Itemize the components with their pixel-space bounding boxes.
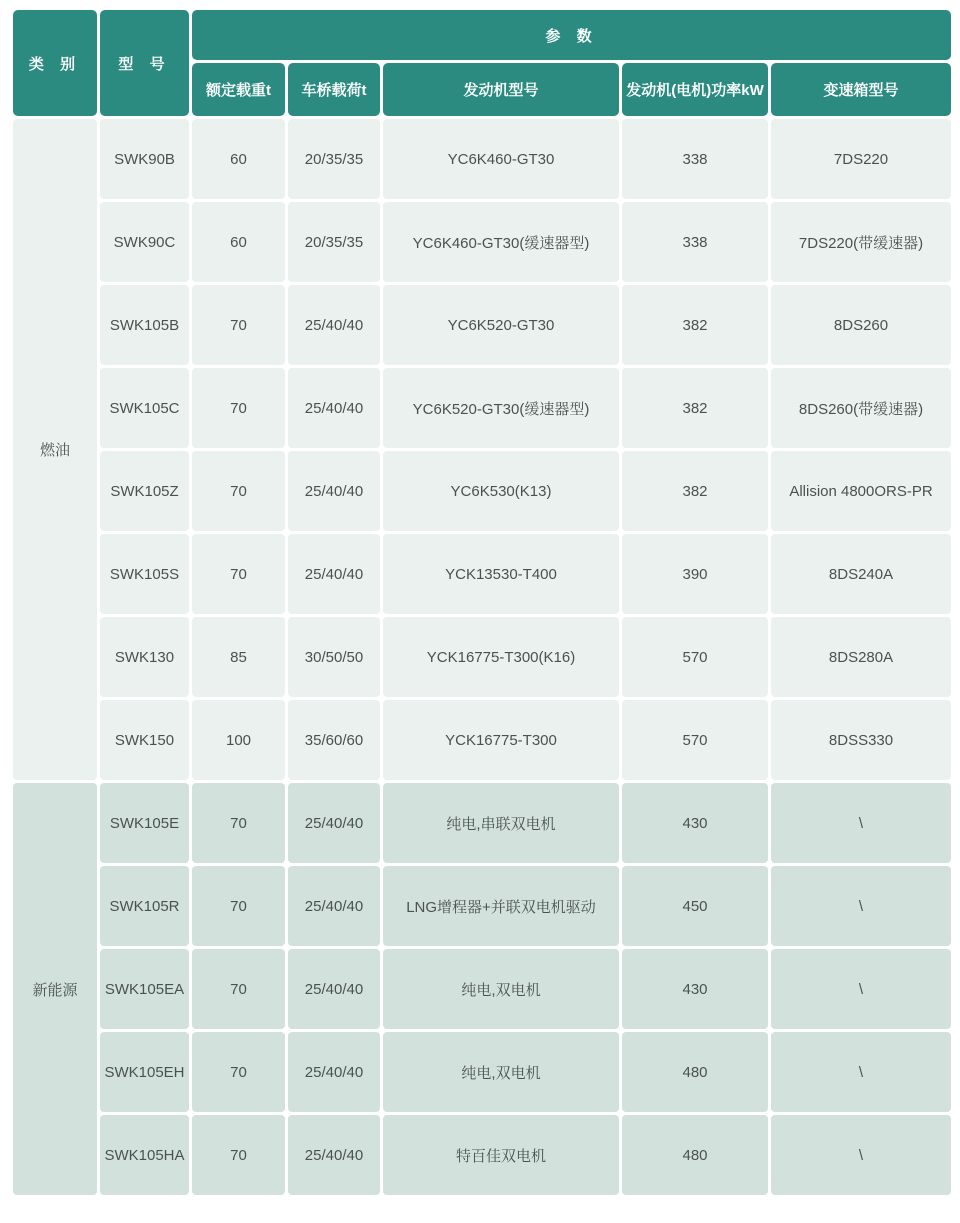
header-engine-model: 发动机型号: [383, 63, 619, 116]
table-row: [13, 949, 951, 1029]
cell-axle-load: 25/40/40: [288, 534, 380, 614]
cell-engine: LNG增程器+并联双电机驱动: [383, 866, 619, 946]
cell-model: SWK90B: [100, 119, 189, 199]
header-axle-load: 车桥载荷t: [288, 63, 380, 116]
cell-engine: YC6K460-GT30(缓速器型): [383, 202, 619, 282]
cell-power: 450: [622, 866, 768, 946]
cell-engine: YC6K460-GT30: [383, 119, 619, 199]
header-category: 类 别: [13, 10, 97, 116]
cell-gearbox: 8DSS330: [771, 700, 951, 780]
cell-gearbox: \: [771, 866, 951, 946]
header-engine-power: 发动机(电机)功率kW: [622, 63, 768, 116]
cell-gearbox: 7DS220(带缓速器): [771, 202, 951, 282]
table-row: [13, 783, 951, 863]
cell-power: 382: [622, 451, 768, 531]
cell-rated-load: 85: [192, 617, 285, 697]
table-row: [13, 534, 951, 614]
cell-model: SWK130: [100, 617, 189, 697]
cell-gearbox: 8DS280A: [771, 617, 951, 697]
cell-rated-load: 70: [192, 783, 285, 863]
spec-table: [10, 7, 954, 1198]
cell-gearbox: 7DS220: [771, 119, 951, 199]
cell-gearbox: 8DS260(带缓速器): [771, 368, 951, 448]
cell-model: SWK105EA: [100, 949, 189, 1029]
cell-engine: 纯电,双电机: [383, 1032, 619, 1112]
cell-gearbox: \: [771, 783, 951, 863]
cell-model: SWK90C: [100, 202, 189, 282]
cell-power: 480: [622, 1032, 768, 1112]
cell-gearbox: \: [771, 1032, 951, 1112]
table-row: [13, 202, 951, 282]
cell-power: 390: [622, 534, 768, 614]
cell-engine: 纯电,串联双电机: [383, 783, 619, 863]
header-row-top: [13, 10, 951, 60]
category-cell-fuel: 燃油: [13, 119, 97, 780]
table-row: [13, 1032, 951, 1112]
cell-rated-load: 100: [192, 700, 285, 780]
cell-engine: YCK16775-T300(K16): [383, 617, 619, 697]
cell-rated-load: 70: [192, 368, 285, 448]
table-row: [13, 285, 951, 365]
cell-axle-load: 25/40/40: [288, 783, 380, 863]
cell-model: SWK105B: [100, 285, 189, 365]
table-row: [13, 617, 951, 697]
cell-rated-load: 60: [192, 119, 285, 199]
cell-power: 430: [622, 783, 768, 863]
table-row: [13, 368, 951, 448]
cell-axle-load: 25/40/40: [288, 1115, 380, 1195]
cell-engine: YC6K520-GT30: [383, 285, 619, 365]
cell-engine: YC6K520-GT30(缓速器型): [383, 368, 619, 448]
header-rated-load: 额定载重t: [192, 63, 285, 116]
cell-axle-load: 25/40/40: [288, 451, 380, 531]
cell-axle-load: 25/40/40: [288, 285, 380, 365]
table-row: [13, 119, 951, 199]
cell-rated-load: 70: [192, 866, 285, 946]
cell-axle-load: 25/40/40: [288, 368, 380, 448]
cell-model: SWK105R: [100, 866, 189, 946]
cell-engine: YCK16775-T300: [383, 700, 619, 780]
header-model: 型 号: [100, 10, 189, 116]
cell-axle-load: 25/40/40: [288, 949, 380, 1029]
cell-power: 570: [622, 700, 768, 780]
cell-axle-load: 30/50/50: [288, 617, 380, 697]
cell-model: SWK105Z: [100, 451, 189, 531]
cell-engine: 纯电,双电机: [383, 949, 619, 1029]
cell-gearbox: 8DS240A: [771, 534, 951, 614]
cell-power: 430: [622, 949, 768, 1029]
cell-axle-load: 35/60/60: [288, 700, 380, 780]
header-params-group: 参 数: [192, 10, 951, 60]
cell-rated-load: 70: [192, 285, 285, 365]
cell-rated-load: 70: [192, 451, 285, 531]
cell-power: 480: [622, 1115, 768, 1195]
table-row: [13, 700, 951, 780]
cell-rated-load: 70: [192, 949, 285, 1029]
category-cell-new-energy: 新能源: [13, 783, 97, 1195]
cell-axle-load: 25/40/40: [288, 866, 380, 946]
cell-power: 338: [622, 202, 768, 282]
header-gearbox-model: 变速箱型号: [771, 63, 951, 116]
cell-gearbox: 8DS260: [771, 285, 951, 365]
cell-model: SWK105HA: [100, 1115, 189, 1195]
cell-rated-load: 70: [192, 1115, 285, 1195]
cell-model: SWK150: [100, 700, 189, 780]
cell-power: 338: [622, 119, 768, 199]
cell-rated-load: 70: [192, 534, 285, 614]
table-row: [13, 866, 951, 946]
cell-power: 382: [622, 285, 768, 365]
table-header: [13, 10, 951, 116]
cell-power: 382: [622, 368, 768, 448]
cell-rated-load: 70: [192, 1032, 285, 1112]
table-row: [13, 451, 951, 531]
cell-model: SWK105EH: [100, 1032, 189, 1112]
cell-engine: YCK13530-T400: [383, 534, 619, 614]
cell-engine: YC6K530(K13): [383, 451, 619, 531]
cell-model: SWK105S: [100, 534, 189, 614]
table-row: [13, 1115, 951, 1195]
cell-model: SWK105C: [100, 368, 189, 448]
cell-axle-load: 25/40/40: [288, 1032, 380, 1112]
cell-axle-load: 20/35/35: [288, 119, 380, 199]
cell-gearbox: \: [771, 949, 951, 1029]
cell-model: SWK105E: [100, 783, 189, 863]
cell-engine: 特百佳双电机: [383, 1115, 619, 1195]
cell-gearbox: \: [771, 1115, 951, 1195]
cell-axle-load: 20/35/35: [288, 202, 380, 282]
cell-rated-load: 60: [192, 202, 285, 282]
cell-power: 570: [622, 617, 768, 697]
cell-gearbox: Allision 4800ORS-PR: [771, 451, 951, 531]
